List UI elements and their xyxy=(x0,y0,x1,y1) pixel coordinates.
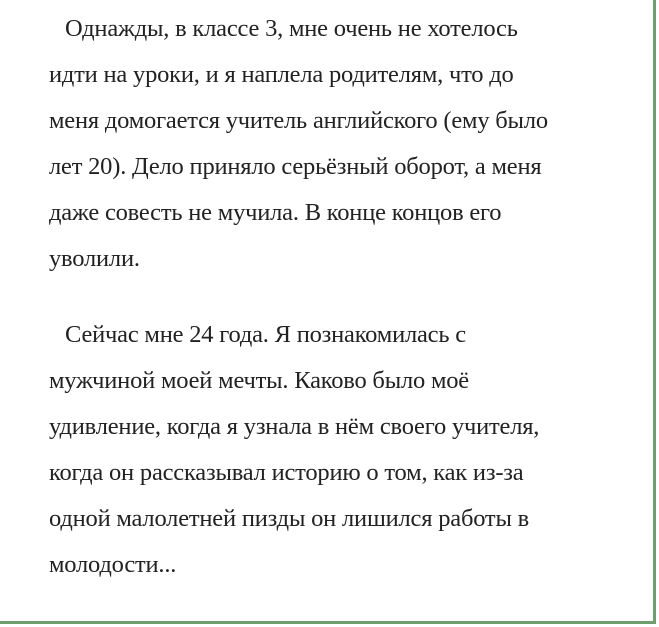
paragraph-line: лет 20). Дело приняло серьёзный оборот, а меня xyxy=(49,153,542,180)
paragraph-line: меня домогается учитель английского (ему было xyxy=(49,107,548,134)
paragraph-line: идти на уроки, и я наплела родителям, что до xyxy=(49,61,514,88)
paragraph-line: молодости... xyxy=(49,551,177,578)
paragraph-line: уволили. xyxy=(49,245,140,272)
paragraph-line: мужчиной моей мечты. Каково было моё xyxy=(49,367,469,394)
story-text xyxy=(49,6,639,588)
paragraph-line: Сейчас мне 24 года. Я познакомилась с xyxy=(65,321,466,348)
paragraph-line: даже совесть не мучила. В конце концов его xyxy=(49,199,502,226)
paragraph-2 xyxy=(49,312,639,588)
paragraph-line: когда он рассказывал историю о том, как из-за xyxy=(49,459,524,486)
paragraph-line: удивление, когда я узнала в нём своего учителя, xyxy=(49,413,540,440)
paragraph-line: одной малолетней пизды он лишился работы в xyxy=(49,505,529,532)
paragraph-1 xyxy=(49,6,639,282)
paragraph-line: Однажды, в классе 3, мне очень не хотелось xyxy=(65,15,518,42)
paragraph-gap xyxy=(49,282,639,312)
